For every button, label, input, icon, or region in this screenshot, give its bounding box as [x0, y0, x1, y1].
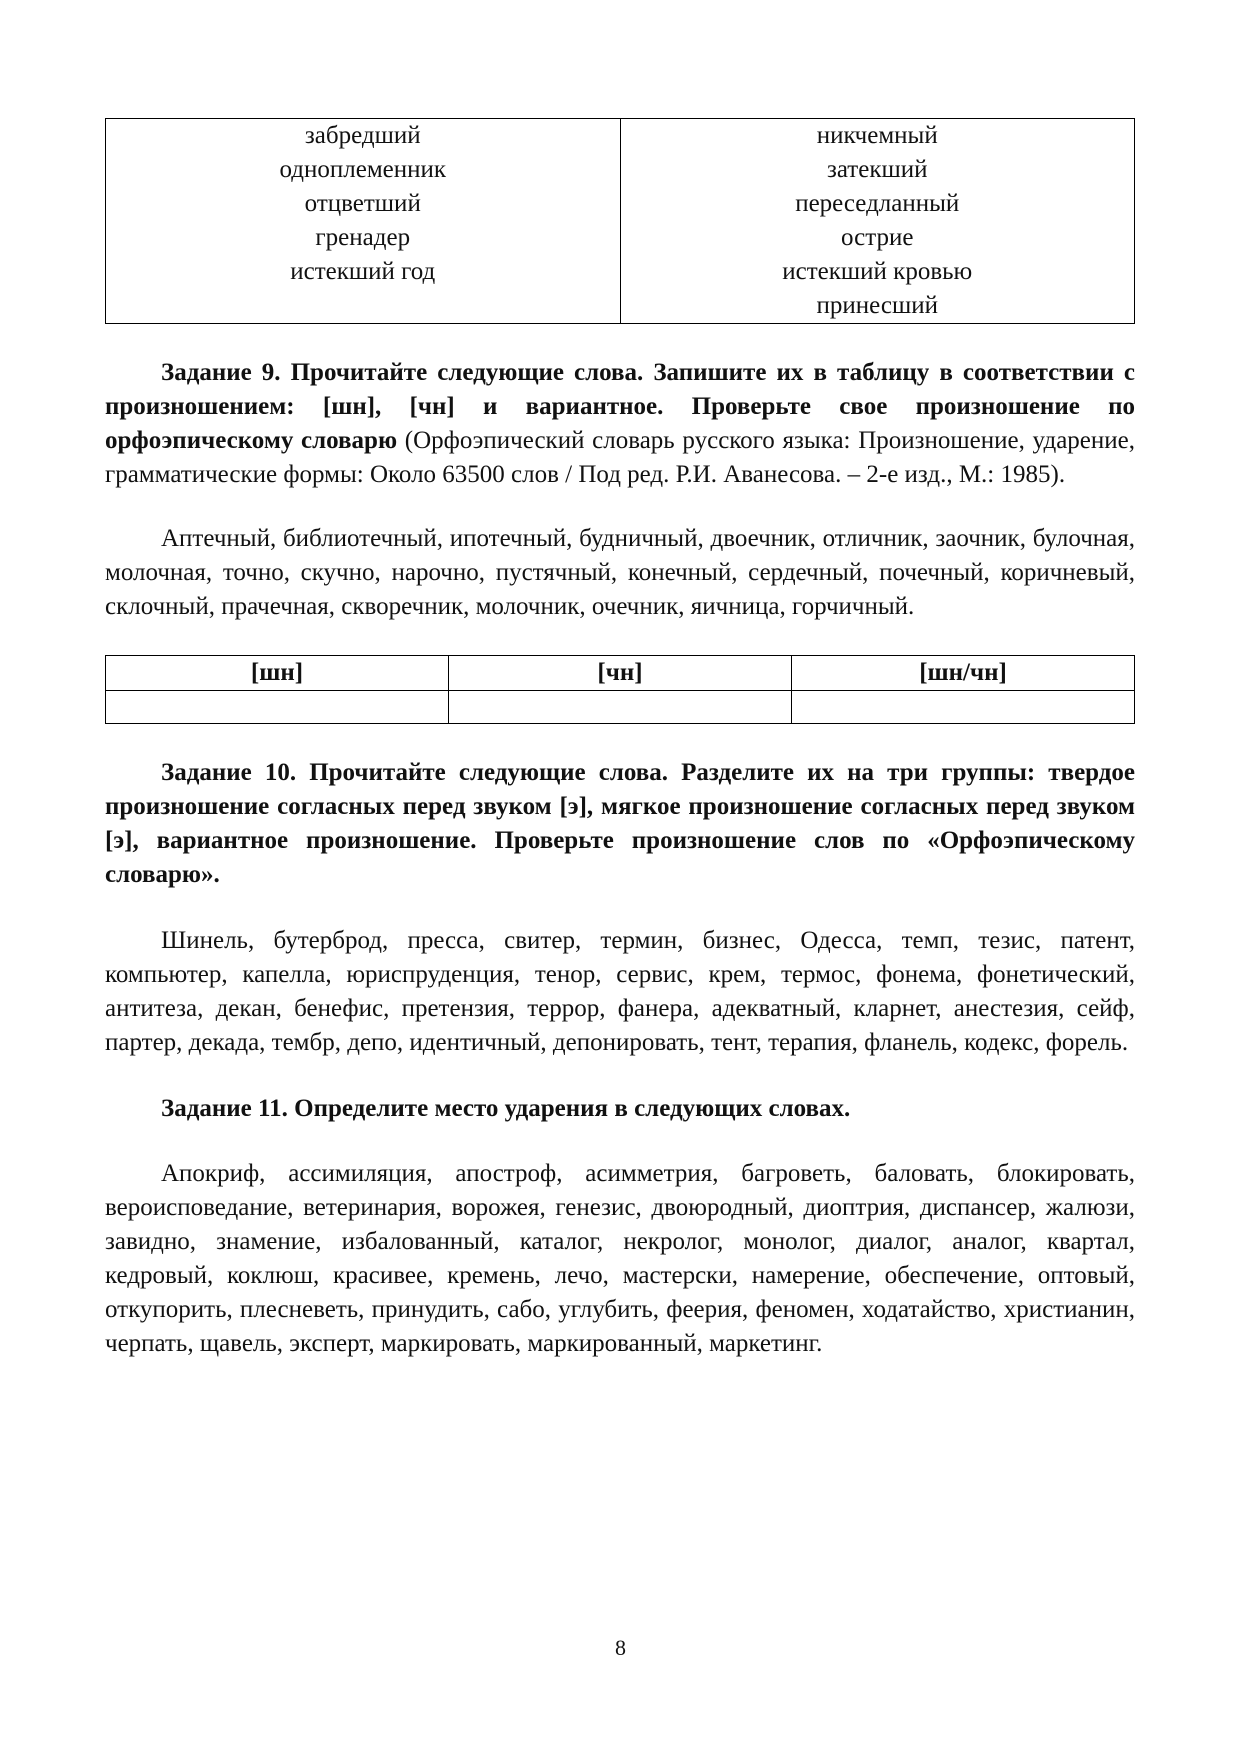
- word-item: никчемный: [816, 122, 938, 149]
- task-9-instruction: [105, 356, 1135, 492]
- word-table-left-column: [106, 119, 621, 324]
- task-9-word-list: Аптечный, библиотечный, ипотечный, будничный, двоечник, отличник, заочник, булочная, молочная, точно, скучно, нарочно, пустячный, конечный, сердечный, почечный, коричневый, склочный, прачечная, скворечник, молочник, очечник, яичница, горчичный.: [105, 525, 1135, 620]
- word-item: отцветший: [304, 190, 421, 217]
- word-item: затекший: [826, 156, 928, 183]
- task-9-heading: Задание 9. Прочитайте следующие слова. Запишите их в таблицу в соответствии с произношением: [шн], [чн] и вариантное. Проверьте свое произношение по орфоэпическому словарю: [105, 359, 1135, 454]
- task-10-instruction: [105, 756, 1135, 892]
- pronunciation-cell-variant: [792, 691, 1135, 724]
- pronunciation-cell-shn: [106, 691, 449, 724]
- word-item: гренадер: [315, 224, 411, 251]
- pronunciation-header-shn: [шн]: [106, 656, 449, 691]
- task-11-heading: Задание 11. Определите место ударения в следующих словах.: [161, 1095, 851, 1122]
- word-table: [105, 118, 1135, 324]
- word-item: одноплеменник: [279, 156, 447, 183]
- word-item: истекший год: [290, 258, 436, 285]
- word-item: принесший: [816, 292, 938, 319]
- word-item: переседланный: [795, 190, 960, 217]
- document-page: [105, 118, 1135, 1361]
- page-number: 8: [615, 1635, 626, 1660]
- task-10-word-list: Шинель, бутерброд, пресса, свитер, термин, бизнес, Одесса, темп, тезис, патент, компьютер, капелла, юриспруденция, тенор, сервис, крем, термос, фонема, фонетический, антитеза, декан, бенефис, претензия, террор, фанера, адекватный, кларнет, анестезия, сейф, партер, декада, тембр, депо, идентичный, депонировать, тент, терапия, фланель, кодекс, форель.: [105, 927, 1135, 1056]
- word-table-right-column: [620, 119, 1135, 324]
- word-item: забредший: [304, 122, 421, 149]
- task-11-word-list: Апокриф, ассимиляция, апостроф, асимметрия, багроветь, баловать, блокировать, вероисповедание, ветеринария, ворожея, генезис, двоюродный, диоптрия, диспансер, жалюзи, завидно, знамение, избалованный, каталог, некролог, монолог, диалог, аналог, квартал, кедровый, коклюш, красивее, кремень, лечо, мастерски, намерение, обеспечение, оптовый, откупорить, плесневеть, принудить, сабо, углубить, феерия, феномен, ходатайство, христианин, черпать, щавель, эксперт, маркировать, маркированный, маркетинг.: [105, 1160, 1135, 1357]
- pronunciation-table: [105, 655, 1135, 724]
- pronunciation-header-chn: [чн]: [449, 656, 792, 691]
- task-11-instruction: [105, 1092, 1135, 1126]
- task-9-reference: (Орфоэпический словарь русского языка: Произношение, ударение, грамматические формы: Около 63500 слов / Под ред. Р.И. Аванесова. – 2-е изд., М.: 1985).: [105, 427, 1136, 488]
- pronunciation-header-variant: [шн/чн]: [792, 656, 1135, 691]
- task-10-heading: Задание 10. Прочитайте следующие слова. Разделите их на три группы: твердое произношение согласных перед звуком [э], мягкое произношение согласных перед звуком [э], вариантное произношение. Проверьте произношение слов по «Орфоэпическому словарю».: [105, 759, 1135, 888]
- word-item: истекший кровью: [782, 258, 973, 285]
- word-item: острие: [841, 224, 914, 251]
- pronunciation-cell-chn: [449, 691, 792, 724]
